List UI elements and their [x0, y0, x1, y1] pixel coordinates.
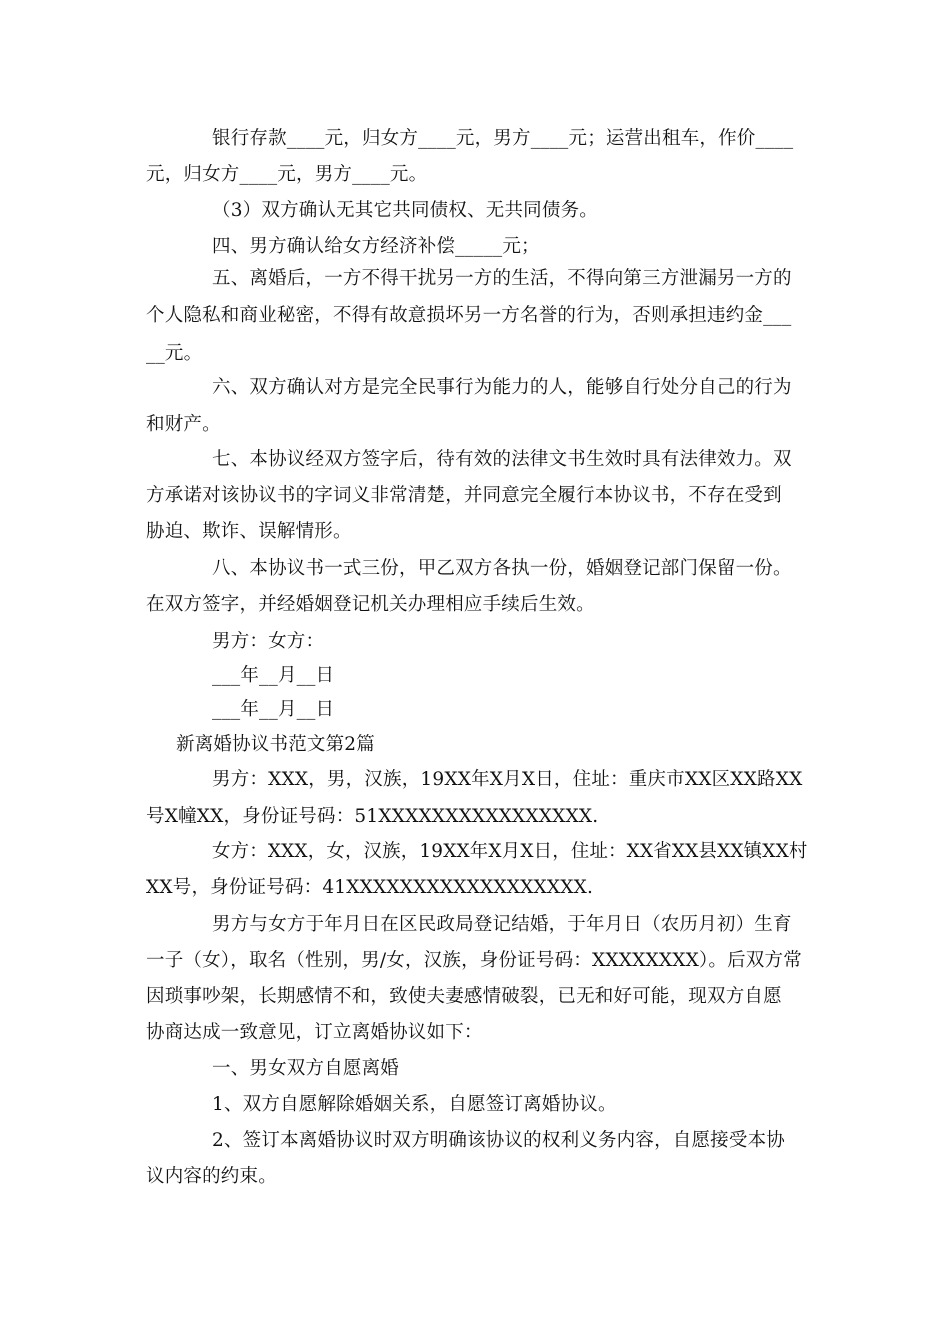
- text-line-heading-one: 一、男女双方自愿离婚: [212, 1058, 400, 1079]
- date-line-1: ___年__月__日: [212, 665, 335, 686]
- text-line-commitment: 方承诺对该协议书的字词义非常清楚，并同意完全履行本协议书，不存在受到: [146, 485, 782, 506]
- text-line-bank-deposit: 银行存款____元，归女方____元，男方____元；运营出租车，作价____: [212, 128, 794, 149]
- text-line-clause-six: 六、双方确认对方是完全民事行为能力的人，能够自行处分自己的行为: [212, 377, 792, 398]
- text-line-clause-eight: 八、本协议书一式三份，甲乙双方各执一份，婚姻登记部门保留一份。: [212, 558, 792, 579]
- signature-line: 男方：女方：: [212, 631, 325, 652]
- text-line-penalty: __元。: [146, 343, 203, 364]
- text-line-effective: 在双方签字，并经婚姻登记机关办理相应手续后生效。: [146, 594, 595, 615]
- text-line-clause-seven: 七、本协议经双方签字后，待有效的法律文书生效时具有法律效力。双: [212, 449, 792, 470]
- text-line-item-two: 2、签订本离婚协议时双方明确该协议的权利义务内容，自愿接受本协: [212, 1130, 785, 1151]
- text-line-child: 一子（女），取名（性别，男/女，汉族，身份证号码：XXXXXXXX）。后双方常: [146, 950, 802, 971]
- text-line-no-debts: （3）双方确认无其它共同债权、无共同债务。: [212, 200, 598, 221]
- text-line-male-id: 号X幢XX，身份证号码：51XXXXXXXXXXXXXXXX.: [146, 806, 599, 827]
- section-title-2: 新离婚协议书范文第2篇: [176, 734, 375, 755]
- text-line-agreement: 协商达成一致意见，订立离婚协议如下：: [146, 1022, 483, 1043]
- text-line-quarrel: 因琐事吵架，长期感情不和，致使夫妻感情破裂，已无和好可能，现双方自愿: [146, 986, 782, 1007]
- text-line-taxi-value: 元，归女方____元，男方____元。: [146, 164, 428, 185]
- text-line-female-info: 女方：XXX，女，汉族，19XX年X月X日，住址：XX省XX县XX镇XX村: [212, 841, 808, 862]
- text-line-privacy: 个人隐私和商业秘密，不得有故意损坏另一方名誉的行为，否则承担违约金___: [146, 305, 792, 326]
- text-line-constraint: 议内容的约束。: [146, 1166, 277, 1187]
- text-line-clause-four: 四、男方确认给女方经济补偿_____元；: [212, 236, 540, 257]
- text-line-marriage: 男方与女方于年月日在区民政局登记结婚，于年月日（农历月初）生育: [212, 914, 792, 935]
- date-line-2: ___年__月__日: [212, 699, 335, 720]
- text-line-coercion: 胁迫、欺诈、误解情形。: [146, 521, 352, 542]
- text-line-male-info: 男方：XXX，男，汉族，19XX年X月X日，住址：重庆市XX区XX路XX: [212, 769, 803, 790]
- text-line-female-id: XX号，身份证号码：41XXXXXXXXXXXXXXXXXX.: [146, 877, 594, 898]
- text-line-property: 和财产。: [146, 414, 221, 435]
- text-line-item-one: 1、双方自愿解除婚姻关系，自愿签订离婚协议。: [212, 1094, 617, 1115]
- text-line-clause-five: 五、离婚后，一方不得干扰另一方的生活，不得向第三方泄漏另一方的: [212, 268, 792, 289]
